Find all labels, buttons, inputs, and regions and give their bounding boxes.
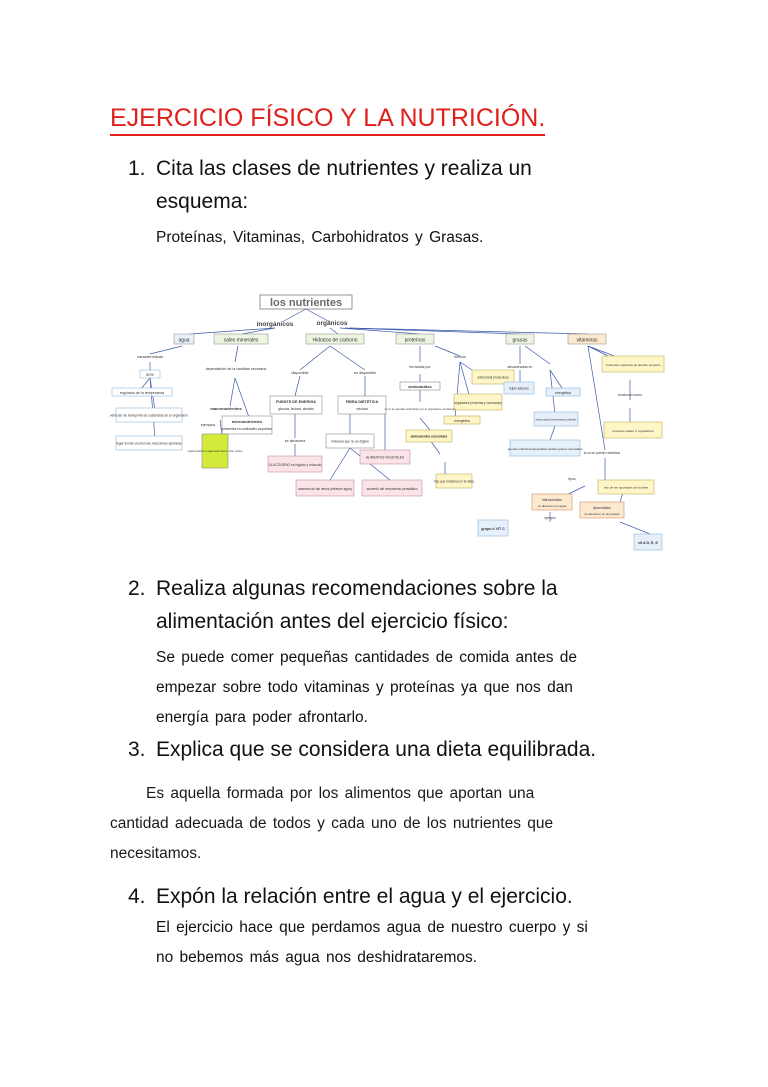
node-fibra-desc: celulosa bbox=[356, 407, 368, 411]
node-sin-label: 50% bbox=[145, 372, 155, 377]
node-fuente bbox=[270, 396, 322, 414]
node-han-de-ser-label: han de ser aportadas por la dieta bbox=[603, 485, 649, 490]
node-hidrosolubles-label: hidrosolubles bbox=[542, 498, 562, 502]
question-1-line-2: esquema: bbox=[156, 190, 249, 213]
node-liposolubles-label: liposolubles bbox=[593, 506, 611, 510]
node-estructural2-label: estructural (membrana celular) bbox=[535, 417, 577, 422]
answer-3-line-1: Es aquella formada por los alimentos que aportan una bbox=[146, 785, 535, 802]
question-1-text bbox=[156, 152, 676, 218]
label-se-almacena: se almacena bbox=[284, 439, 306, 443]
nutrients-concept-map bbox=[110, 290, 668, 558]
node-hidrosolubles-desc: se disuelven en agua bbox=[537, 504, 567, 508]
label-no-sintetizar: si no se pueden sintetizar por el organismo se llaman bbox=[384, 407, 456, 411]
node-aumento-label: aumento de las heces (retienen agua) bbox=[298, 487, 352, 491]
node-esenciales-label: aminoácidos esenciales bbox=[410, 434, 448, 439]
node-fibra-label: FIBRA DIETÉTICA bbox=[345, 400, 379, 404]
node-molecula-label: molécula que no se digiere bbox=[330, 439, 370, 444]
question-3-text bbox=[156, 733, 676, 766]
node-agua-label: agua bbox=[178, 337, 190, 344]
question-1-number: 1. bbox=[128, 157, 146, 180]
node-grupo-b-label: grupo b VIT C bbox=[481, 527, 505, 531]
node-aminoacidos-label: aminoácidos bbox=[408, 385, 432, 389]
answer-2 bbox=[156, 643, 656, 733]
node-vehiculo-label: vehículo de transporte de sustancias en el organismo bbox=[110, 413, 189, 418]
label-tipos: tipos bbox=[568, 477, 576, 481]
question-1-line-1: Cita las clases de nutrientes y realiza un bbox=[156, 157, 532, 180]
document-title: EJERCICIO FÍSICO Y LA NUTRICIÓN. bbox=[110, 103, 545, 136]
label-ejemplo: ejemplo bbox=[544, 516, 556, 520]
question-4-number: 4. bbox=[128, 885, 146, 908]
label-funcion: función bbox=[454, 355, 466, 359]
node-energetica-label: energética bbox=[454, 419, 470, 423]
node-vit-a-label: vit A D, E, K bbox=[637, 541, 659, 545]
node-tejido-label: tejido adiposo bbox=[509, 386, 529, 391]
node-hay-dieta-label: hay que tomarlos en la dieta bbox=[433, 479, 475, 484]
question-2-text bbox=[156, 572, 676, 638]
question-3-number: 3. bbox=[128, 738, 146, 761]
answer-3-line-3: necesitamos. bbox=[110, 845, 202, 862]
node-sales-label: sales minerales bbox=[223, 337, 259, 344]
label-no-disponible: no disponible bbox=[353, 371, 377, 375]
node-inorganic-label: inorgánicos bbox=[256, 321, 294, 328]
question-2-line-1: Realiza algunas recomendaciones sobre la bbox=[156, 577, 558, 600]
node-grasas-label: grasas bbox=[512, 337, 528, 344]
node-estructural-label: estructural (músculos) bbox=[477, 375, 509, 380]
answer-3 bbox=[110, 779, 650, 869]
question-2-line-2: alimentación antes del ejercicio físico: bbox=[156, 610, 509, 633]
label-disponible: disponible bbox=[291, 371, 309, 375]
answer-2-line-3: energía para poder afrontarlo. bbox=[156, 709, 368, 726]
node-vitaminas-label: vitaminas bbox=[576, 337, 598, 344]
node-energetica2-label: energética bbox=[555, 391, 571, 395]
node-minerals-label: calcio fósforo magnesio hierro zinc cobre bbox=[187, 449, 243, 453]
label-no-sintetizar2: si no se pueden sintetizar bbox=[583, 451, 621, 455]
label-ejemplos: ejemplos bbox=[200, 423, 216, 427]
question-2-number: 2. bbox=[128, 577, 146, 600]
node-aportan-label: aportan vitaminas liposolubles ácidos grasos esenciales bbox=[507, 447, 583, 451]
node-micro-label: micronutrientes bbox=[231, 419, 263, 424]
question-3-line-1: Explica que se considera una dieta equilibrada. bbox=[156, 738, 597, 761]
node-hidratos-label: Hidratos de carbono bbox=[312, 337, 358, 344]
node-glucogeno-label: GLUCÓGENO en hígado y músculo bbox=[268, 463, 322, 467]
node-aumento-mov-label: aumento del movimiento peristáltico bbox=[366, 487, 418, 491]
label-formadas: formadas por bbox=[409, 365, 431, 369]
node-reguladora-label: reguladora (enzimas y hormonas) bbox=[454, 401, 502, 405]
node-procesos-label: procesos vitales (f. reguladora) bbox=[612, 429, 654, 433]
node-fibra bbox=[338, 396, 386, 414]
node-organic-label: orgánicos bbox=[316, 320, 348, 327]
node-lugar-label: lugar donde ocurren las reacciones químicas bbox=[116, 441, 182, 446]
node-root-label: los nutrientes bbox=[269, 297, 343, 309]
node-moleculas-org-label: moléculas orgánicas de tamaño pequeño bbox=[605, 363, 661, 367]
answer-1 bbox=[156, 223, 656, 253]
question-4-line-1: Expón la relación entre el agua y el ejercicio. bbox=[156, 885, 573, 908]
node-proteinas-label: proteínas bbox=[404, 337, 426, 344]
answer-2-line-1: Se puede comer pequeñas cantidades de comida antes de bbox=[156, 649, 578, 666]
answer-3-line-2: cantidad adecuada de todos y cada uno de los nutrientes que bbox=[110, 815, 554, 832]
node-fuente-label: FUENTE DE ENERGÍA bbox=[276, 400, 316, 404]
node-liposolubles-desc: se disuelven en las grasas bbox=[584, 512, 620, 516]
answer-4-line-1: El ejercicio hace que perdamos agua de nuestro cuerpo y si bbox=[156, 919, 588, 936]
answer-4 bbox=[156, 913, 656, 973]
label-dependiendo: dependiendo de la cantidad necesaria bbox=[205, 367, 267, 371]
label-macro: macronutrientes bbox=[210, 406, 242, 411]
node-alimentos-veg-label: ALIMENTOS VEGETALES bbox=[366, 455, 404, 460]
node-micro-desc: presentes en cantidades pequeñas bbox=[222, 427, 272, 431]
answer-2-line-2: empezar sobre todo vitaminas y proteínas ya que nos dan bbox=[156, 679, 573, 696]
label-caracteristicas: características bbox=[137, 354, 163, 359]
node-fuente-desc: glucosa, lactosa, almidón bbox=[278, 407, 314, 411]
question-4-text bbox=[156, 880, 676, 913]
label-almacenadas: almacenadas en bbox=[507, 365, 533, 369]
label-funcionan: funcionan como bbox=[618, 393, 642, 397]
node-regulador-label: regulador de la temperatura bbox=[119, 391, 165, 395]
answer-4-line-2: no bebemos más agua nos deshidrataremos. bbox=[156, 949, 478, 966]
answer-1-line-1: Proteínas, Vitaminas, Carbohidratos y Grasas. bbox=[156, 229, 484, 246]
